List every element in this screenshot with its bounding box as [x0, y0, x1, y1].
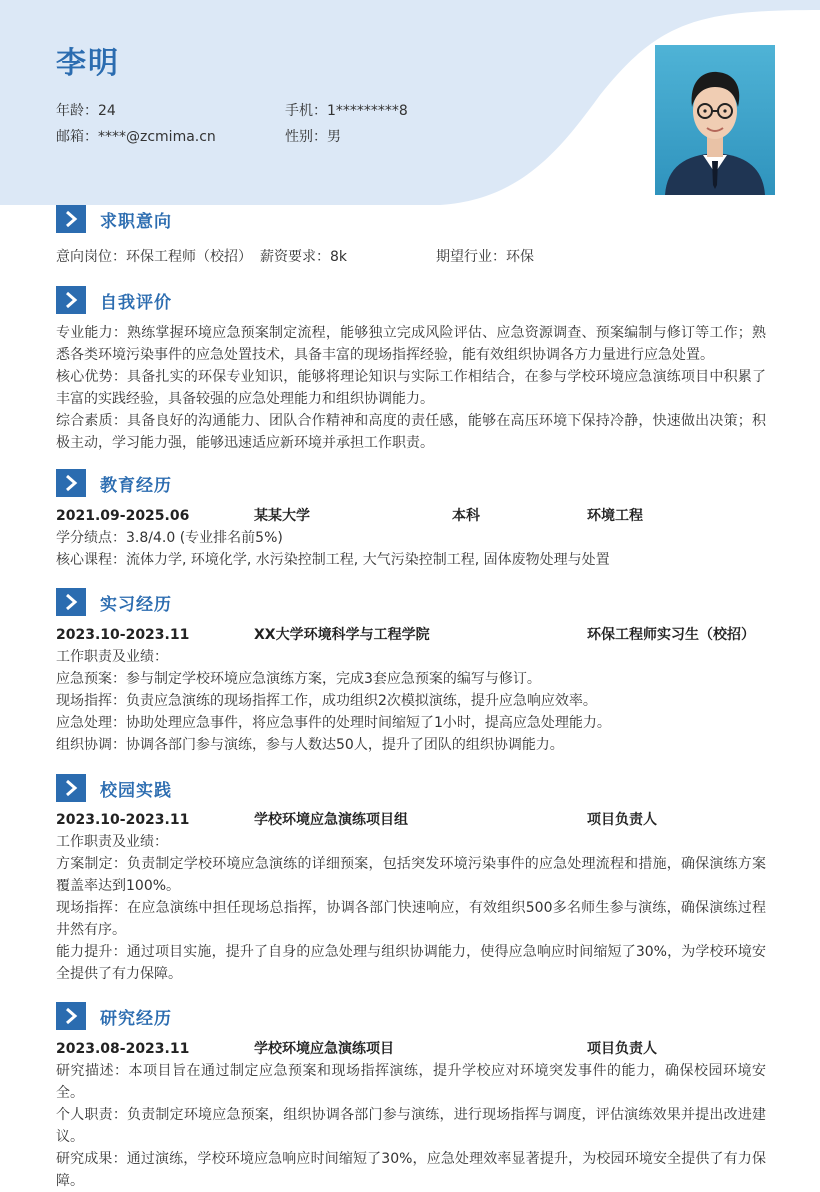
education-gpa: 学分绩点：3.8/4.0 (专业排名前5%) [56, 530, 283, 546]
candidate-name: 李明 [56, 46, 120, 81]
section-title: 研究经历 [100, 1008, 172, 1029]
campus-line: 能力提升：通过项目实施，提升了自身的应急处理与组织协调能力，使得应急响应时间缩短了30%，为学校环境安全提供了有力保障。 [56, 944, 766, 982]
education-school: 某某大学 [254, 508, 310, 524]
chevron-right-icon [56, 205, 86, 233]
portrait-photo [655, 45, 775, 195]
research-line: 研究描述：本项目旨在通过制定应急预案和现场指挥演练，提升学校应对环境突发事件的能力，确保校园环境安全。 [56, 1063, 766, 1101]
internship-org: XX大学环境科学与工程学院 [254, 627, 430, 643]
chevron-right-icon [56, 469, 86, 497]
section-title: 校园实践 [100, 780, 172, 801]
section-title: 求职意向 [100, 211, 172, 232]
education-content [56, 505, 766, 571]
chevron-right-icon [56, 588, 86, 616]
salary-expectation: 薪资要求：8k [260, 249, 348, 265]
self-eval-paragraph: 综合素质：具备良好的沟通能力、团队合作精神和高度的责任感，能够在高压环境下保持冷静，快速做出决策；积极主动，学习能力强，能够迅速适应新环境并承担工作职责。 [56, 413, 766, 451]
internship-line: 应急预案：参与制定学校环境应急演练方案，完成3套应急预案的编写与修订。 [56, 671, 541, 687]
internship-line: 工作职责及业绩： [56, 649, 168, 665]
campus-line: 工作职责及业绩： [56, 834, 168, 850]
intended-position: 意向岗位：环保工程师（校招） [56, 249, 252, 265]
internship-content [56, 624, 766, 756]
research-line: 个人职责：负责制定环境应急预案，组织协调各部门参与演练，进行现场指挥与调度，评估演练效果并提出改进建议。 [56, 1107, 766, 1145]
internship-line: 应急处理：协助处理应急事件，将应急事件的处理时间缩短了1小时，提高应急处理能力。 [56, 715, 611, 731]
research-line: 研究成果：通过演练，学校环境应急响应时间缩短了30%，应急处理效率显著提升，为校园环境安全提供了有力保障。 [56, 1151, 766, 1189]
campus-content [56, 809, 766, 985]
expected-industry: 期望行业：环保 [436, 249, 534, 265]
phone-text: 手机：1*********8 [285, 103, 408, 119]
internship-date: 2023.10-2023.11 [56, 627, 190, 643]
chevron-right-icon [56, 286, 86, 314]
campus-org: 学校环境应急演练项目组 [254, 812, 408, 828]
campus-date: 2023.10-2023.11 [56, 812, 190, 828]
section-header-job-intent [56, 205, 172, 233]
gender-text: 性别：男 [285, 129, 341, 145]
chevron-right-icon [56, 774, 86, 802]
email-text: 邮箱：****@zcmima.cn [56, 129, 216, 145]
chevron-right-icon [56, 1002, 86, 1030]
section-header-research [56, 1002, 172, 1030]
section-header-self-eval [56, 286, 172, 314]
section-header-education [56, 469, 172, 497]
research-content [56, 1038, 766, 1192]
internship-line: 现场指挥：负责应急演练的现场指挥工作，成功组织2次模拟演练，提升应急响应效率。 [56, 693, 597, 709]
age-text: 年龄：24 [56, 103, 116, 119]
job-intent-content [56, 246, 766, 268]
section-title: 教育经历 [100, 475, 172, 496]
campus-role: 项目负责人 [587, 812, 657, 828]
research-date: 2023.08-2023.11 [56, 1041, 190, 1057]
section-title: 自我评价 [100, 292, 172, 313]
self-eval-paragraph: 核心优势：具备扎实的环保专业知识，能够将理论知识与实际工作相结合，在参与学校环境应急演练项目中积累了丰富的实践经验，具备较强的应急处理能力和组织协调能力。 [56, 369, 766, 407]
campus-line: 现场指挥：在应急演练中担任现场总指挥，协调各部门快速响应，有效组织500多名师生参与演练，确保演练过程井然有序。 [56, 900, 766, 938]
education-degree: 本科 [452, 508, 480, 524]
education-date: 2021.09-2025.06 [56, 508, 190, 524]
internship-line: 组织协调：协调各部门参与演练，参与人数达50人，提升了团队的组织协调能力。 [56, 737, 564, 753]
campus-line: 方案制定：负责制定学校环境应急演练的详细预案，包括突发环境污染事件的应急处理流程和措施，确保演练方案覆盖率达到100%。 [56, 856, 766, 894]
research-role: 项目负责人 [587, 1041, 657, 1057]
section-header-campus [56, 774, 172, 802]
section-header-internship [56, 588, 172, 616]
internship-role: 环保工程师实习生（校招） [587, 627, 755, 643]
section-title: 实习经历 [100, 594, 172, 615]
self-eval-content [56, 322, 766, 454]
research-project: 学校环境应急演练项目 [254, 1041, 394, 1057]
self-eval-paragraph: 专业能力：熟练掌握环境应急预案制定流程，能够独立完成风险评估、应急资源调查、预案编制与修订等工作；熟悉各类环境污染事件的应急处置技术，具备丰富的现场指挥经验，能有效组织协调各方力量进行应急处置。 [56, 325, 766, 363]
education-courses: 核心课程：流体力学, 环境化学, 水污染控制工程, 大气污染控制工程, 固体废物处理与处置 [56, 552, 610, 568]
education-major: 环境工程 [587, 508, 643, 524]
